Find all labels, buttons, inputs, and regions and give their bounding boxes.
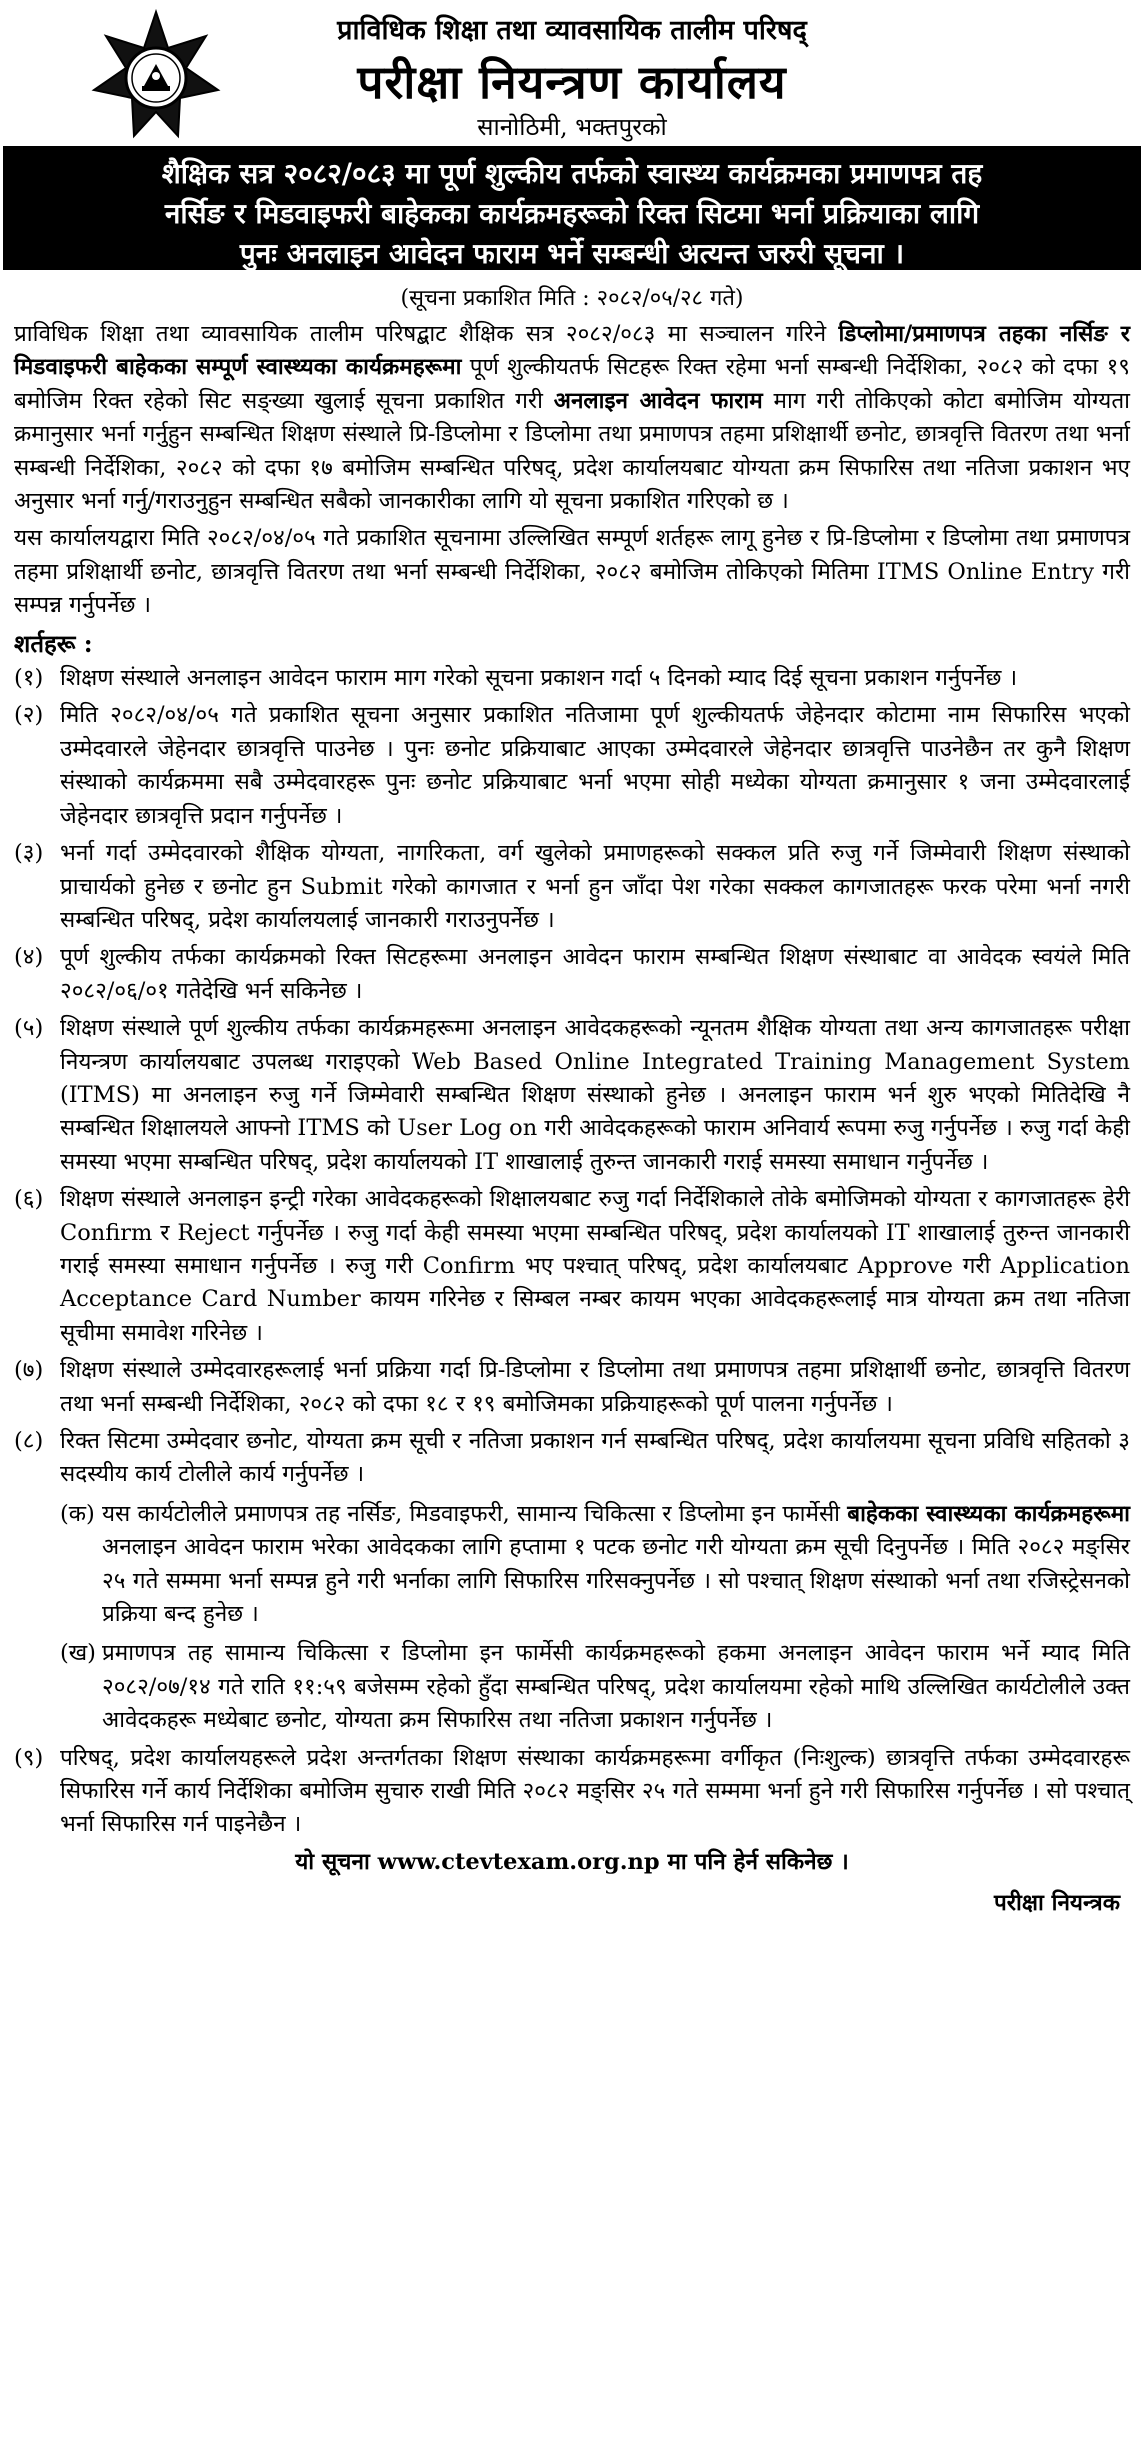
- organization-name: प्राविधिक शिक्षा तथा व्यावसायिक तालीम परिषद्: [337, 15, 807, 46]
- condition-item: (३) भर्ना गर्दा उम्मेदवारको शैक्षिक योग्यता, नागरिकता, वर्ग खुलेको प्रमाणहरूको सक्कल प्रति रुजु गर्ने जिम्मेवारी शिक्षण संस्थाको प्राचार्यको हुनेछ र छनोट हुन Submit गरेको कागजात र भर्ना हुन जाँदा पेश गरेका सक्कल कागजातहरू फरक परेमा भर्ना नगरी सम्बन्धित परिषद्, प्रदेश कार्यालयलाई जानकारी गराउनुपर्नेछ ।: [14, 840, 1130, 933]
- signatory: परीक्षा नियन्त्रक: [994, 1890, 1120, 1917]
- notice-title-banner: [3, 146, 1141, 270]
- condition-item: (६) शिक्षण संस्थाले अनलाइन इन्ट्री गरेका आवेदकहरूको शिक्षालयबाट रुजु गर्दा निर्देशिकाले तोके बमोजिमको योग्यता र कागजातहरू हेरी Confirm र Reject गर्नुपर्नेछ । रुजु गर्दा केही समस्या भएमा सम्बन्धित परिषद्, प्रदेश कार्यालयको IT शाखालाई तुरुन्त जानकारी गराई समस्या समाधान गर्नुपर्नेछ । रुजु गरी Confirm भए पश्चात् परिषद्, प्रदेश कार्यालयबाट Approve गरी Application Acceptance Card Number कायम गरिनेछ र सिम्बल नम्बर कायम भएका आवेदकहरूलाई मात्र योग्यता क्रम तथा नतिजा सूचीमा समावेश गरिनेछ ।: [14, 1186, 1130, 1346]
- banner-line-1: शैक्षिक सत्र २०८२/०८३ मा पूर्ण शुल्कीय तर्फको स्वास्थ्य कार्यक्रमका प्रमाणपत्र तह: [161, 157, 983, 190]
- intro-paragraph-2: यस कार्यालयद्वारा मिति २०८२/०४/०५ गते प्रकाशित सूचनामा उल्लिखित सम्पूर्ण शर्तहरू लागू हुनेछ र प्रि-डिप्लोमा र डिप्लोमा तथा प्रमाणपत्र तहमा प्रशिक्षार्थी छनोट, छात्रवृत्ति वितरण तथा भर्ना सम्बन्धी निर्देशिका, २०८२ बमोजिम तोकिएको मितिमा ITMS Online Entry गरी सम्पन्न गर्नुपर्नेछ ।: [14, 525, 1130, 619]
- sub-condition-item: (ख) प्रमाणपत्र तह सामान्य चिकित्सा र डिप्लोमा इन फार्मेसी कार्यक्रमहरूको हकमा अनलाइन आवेदन फाराम भर्ने म्याद मिति २०८२/०७/१४ गते राति ११:५९ बजेसम्म रहेको हुँदा सम्बन्धित परिषद्, प्रदेश कार्यालयमा रहेको माथि उल्लिखित कार्यटोलीले उक्त आवेदकहरू मध्येबाट छनोट, योग्यता क्रम सिफारिस तथा नतिजा प्रकाशन गर्नुपर्नेछ ।: [60, 1640, 1130, 1734]
- condition-item: (७) शिक्षण संस्थाले उम्मेदवारहरूलाई भर्ना प्रक्रिया गर्दा प्रि-डिप्लोमा र डिप्लोमा तथा प्रमाणपत्र तहमा प्रशिक्षार्थी छनोट, छात्रवृत्ति वितरण तथा भर्ना सम्बन्धी निर्देशिका, २०८२ को दफा १८ र १९ बमोजिमका प्रक्रियाहरूको पूर्ण पालना गर्नुपर्नेछ ।: [14, 1357, 1130, 1417]
- office-location: सानोठिमी, भक्तपुरको: [477, 113, 667, 141]
- sub-condition-item: (क) यस कार्यटोलीले प्रमाणपत्र तह नर्सिङ, मिडवाइफरी, सामान्य चिकित्सा र डिप्लोमा इन फार्मेसी बाहेकका स्वास्थ्यका कार्यक्रमहरूमा अनलाइन आवेदन फाराम भरेका आवेदकका लागि हप्तामा १ पटक छनोट गरी योग्यता क्रम सूची दिनुपर्नेछ । मिति २०८२ मङ्सिर २५ गते सम्ममा भर्ना सम्पन्न हुने गरी भर्नाका लागि सिफारिस गरिसक्नुपर्नेछ । सो पश्चात् शिक्षण संस्थाको भर्ना तथा रजिस्ट्रेसनको प्रक्रिया बन्द हुनेछ ।: [60, 1500, 1130, 1628]
- conditions-heading: शर्तहरू :: [14, 628, 93, 658]
- office-title: परीक्षा नियन्त्रण कार्यालय: [357, 55, 787, 109]
- condition-item: (९) परिषद्, प्रदेश कार्यालयहरूले प्रदेश अन्तर्गतका शिक्षण संस्थाका कार्यक्रमहरूमा वर्गीकृत (निःशुल्क) छात्रवृत्ति तर्फका उम्मेदवारहरू सिफारिस गर्ने कार्य निर्देशिका बमोजिम सुचारु राखी मिति २०८२ मङ्सिर २५ गते सम्ममा भर्ना हुने गरी सिफारिस गर्नुपर्नेछ । सो पश्चात् भर्ना सिफारिस गर्न पाइनेछैन ।: [14, 1744, 1130, 1838]
- intro-paragraph-1: प्राविधिक शिक्षा तथा व्यावसायिक तालीम परिषद्बाट शैक्षिक सत्र २०८२/०८३ मा सञ्चालन गरिने डिप्लोमा/प्रमाणपत्र तहका नर्सिङ र मिडवाइफरी बाहेकका सम्पूर्ण स्वास्थ्यका कार्यक्रमहरूमा पूर्ण शुल्कीयतर्फ सिटहरू रिक्त रहेमा भर्ना सम्बन्धी निर्देशिका, २०८२ को दफा १९ बमोजिम रिक्त रहेको सिट सङ्ख्या खुलाई सूचना प्रकाशित गरी अनलाइन आवेदन फाराम माग गरी तोकिएको कोटा बमोजिम योग्यता क्रमानुसार भर्ना गर्नुहुन सम्बन्धित शिक्षण संस्थाले प्रि-डिप्लोमा र डिप्लोमा तथा प्रमाणपत्र तहमा प्रशिक्षार्थी छनोट, छात्रवृत्ति वितरण तथा भर्ना सम्बन्धी निर्देशिका, २०८२ को दफा १७ बमोजिम सम्बन्धित परिषद्, प्रदेश कार्यालयबाट योग्यता क्रम सिफारिस तथा नतिजा प्रकाशन भए अनुसार भर्ना गर्नु/गराउनुहुन सम्बन्धित सबैको जानकारीका लागि यो सूचना प्रकाशित गरिएको छ ।: [14, 321, 1131, 515]
- notice-body: [14, 318, 1130, 1921]
- banner-line-2: नर्सिङ र मिडवाइफरी बाहेकका कार्यक्रमहरूको रिक्त सिटमा भर्ना प्रक्रियाका लागि: [164, 197, 980, 230]
- banner-line-3: पुनः अनलाइन आवेदन फाराम भर्ने सम्बन्धी अत्यन्त जरुरी सूचना ।: [239, 237, 905, 270]
- condition-item: (५) शिक्षण संस्थाले पूर्ण शुल्कीय तर्फका कार्यक्रमहरूमा अनलाइन आवेदकहरूको न्यूनतम शैक्षिक योग्यता तथा अन्य कागजातहरू परीक्षा नियन्त्रण कार्यालयबाट उपलब्ध गराइएको Web Based Online Integrated Training Management System (ITMS) मा अनलाइन रुजु गर्ने जिम्मेवारी सम्बन्धित शिक्षण संस्थाको हुनेछ । अनलाइन फाराम भर्न शुरु भएको मितिदेखि नै सम्बन्धित शिक्षालयले आफ्नो ITMS को User Log on गरी आवेदकहरूको फाराम अनिवार्य रूपमा रुजु गर्नुपर्नेछ । रुजु गर्दा केही समस्या भएमा सम्बन्धित परिषद्, प्रदेश कार्यालयको IT शाखालाई तुरुन्त जानकारी गराई समस्या समाधान गर्नुपर्नेछ ।: [14, 1015, 1130, 1175]
- website-link[interactable]: www.ctevtexam.org.np: [377, 1848, 660, 1875]
- published-date: (सूचना प्रकाशित मिति : २०८२/०५/२८ गते): [400, 286, 744, 311]
- condition-item: (१) शिक्षण संस्थाले अनलाइन आवेदन फाराम माग गरेको सूचना प्रकाशन गर्दा ५ दिनको म्याद दिई सूचना प्रकाशन गर्नुपर्नेछ ।: [14, 665, 1018, 692]
- website-note: यो सूचना www.ctevtexam.org.np मा पनि हेर्न सकिनेछ ।: [295, 1848, 849, 1875]
- condition-item: (२) मिति २०८२/०४/०५ गते प्रकाशित सूचना अनुसार प्रकाशित नतिजामा पूर्ण शुल्कीयतर्फ जेहेनदार कोटामा नाम सिफारिस भएको उम्मेदवारले जेहेनदार छात्रवृत्ति पाउनेछ । पुनः छनोट प्रक्रियाबाट आएका उम्मेदवारले जेहेनदार छात्रवृत्ति पाउनेछैन तर कुनै शिक्षण संस्थाको कार्यक्रममा सबै उम्मेदवारहरू पुनः छनोट प्रक्रियाबाट भर्ना भएमा सोही मध्येका योग्यता क्रमानुसार १ जना उम्मेदवारलाई जेहेनदार छात्रवृत्ति प्रदान गर्नुपर्नेछ ।: [14, 702, 1130, 829]
- condition-item: (४) पूर्ण शुल्कीय तर्फका कार्यक्रमको रिक्त सिटहरूमा अनलाइन आवेदन फाराम सम्बन्धित शिक्षण संस्थाबाट वा आवेदक स्वयंले मिति २०८२/०६/०१ गतेदेखि भर्न सकिनेछ ।: [14, 944, 1130, 1004]
- condition-item: (८) रिक्त सिटमा उम्मेदवार छनोट, योग्यता क्रम सूची र नतिजा प्रकाशन गर्न सम्बन्धित परिषद्, प्रदेश कार्यालयमा सूचना प्रविधि सहितको ३ सदस्यीय कार्य टोलीले कार्य गर्नुपर्नेछ ।: [14, 1428, 1130, 1488]
